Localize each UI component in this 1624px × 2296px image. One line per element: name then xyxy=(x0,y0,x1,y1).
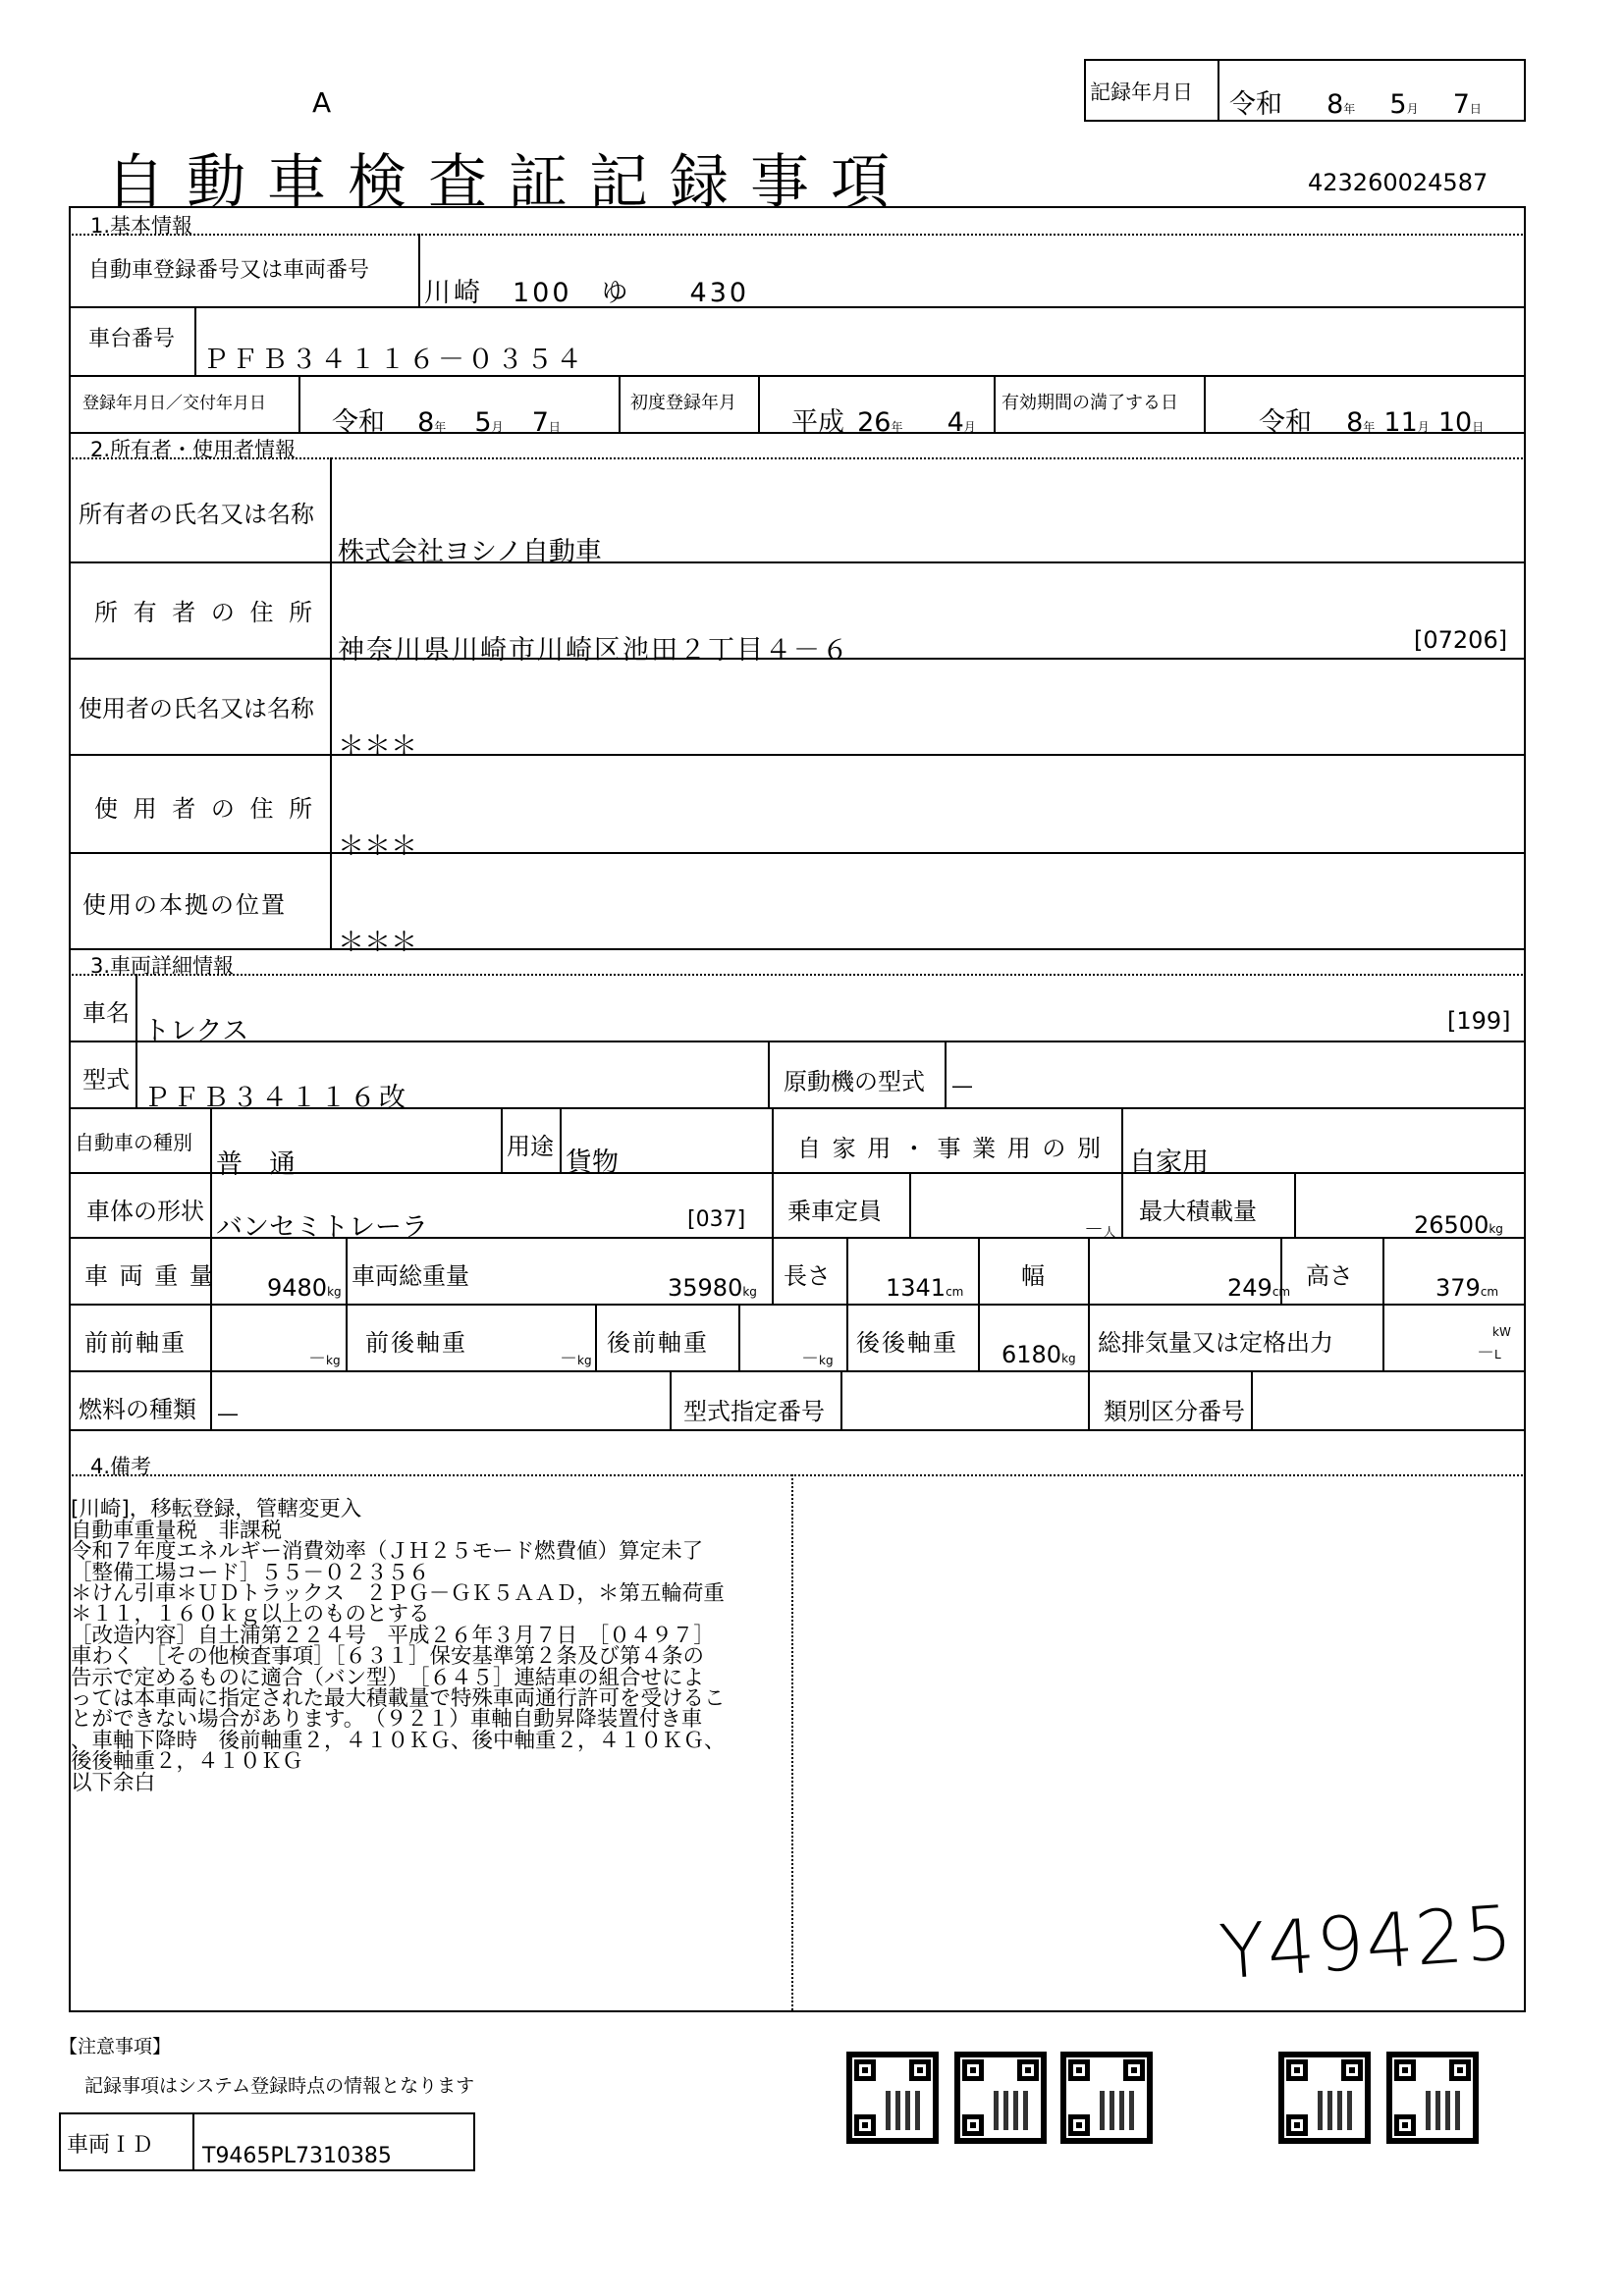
qr-code-4 xyxy=(1278,2052,1371,2144)
reg-date-value: 令和 8年 5月 7日 xyxy=(332,407,561,438)
remarks-line: [川崎]，移転登録，管轄変更入 xyxy=(71,1497,362,1522)
chassis-label: 車台番号 xyxy=(88,327,176,351)
qr-code-5 xyxy=(1386,2052,1479,2144)
owner-address-code: [07206] xyxy=(1414,626,1508,654)
remarks-line: ［整備工場コード］５５－０２３５６ xyxy=(71,1560,430,1585)
document-number: 423260024587 xyxy=(1308,169,1489,196)
reg-no-label: 自動車登録番号又は車両番号 xyxy=(88,258,370,283)
expiry-value: 令和 8年 11月 10日 xyxy=(1259,407,1485,438)
notes-heading: 【注意事項】 xyxy=(59,2036,172,2057)
private-business-label: 自 家 用 ・ 事 業 用 の 別 xyxy=(797,1135,1104,1162)
chassis-value: ＰＦＢ３４１１６－０３５４ xyxy=(202,345,585,375)
body-shape-label: 車体の形状 xyxy=(86,1198,204,1225)
front-rear-axle-label: 前後軸重 xyxy=(365,1329,467,1357)
length-value: 1341cm xyxy=(886,1274,964,1302)
remarks-line: 自動車重量税 非課税 xyxy=(71,1518,283,1543)
length-label: 長さ xyxy=(784,1262,831,1290)
gross-weight-label: 車両総重量 xyxy=(352,1262,469,1290)
owner-address-label: 所 有 者 の 住 所 xyxy=(94,599,317,626)
notes-text: 記録事項はシステム登録時点の情報となります xyxy=(84,2075,475,2097)
user-name-label: 使用者の氏名又は名称 xyxy=(79,695,314,722)
remarks-line: とができない場合があります。 （９２１）車軸自動昇降装置付き車 xyxy=(71,1707,703,1733)
reg-date-label: 登録年月日／交付年月日 xyxy=(82,394,266,413)
height-label: 高さ xyxy=(1306,1262,1353,1290)
record-date-value: 令和 8年 5月 7日 xyxy=(1229,89,1482,120)
front-front-axle-label: 前前軸重 xyxy=(84,1329,187,1357)
vehicle-id-label: 車両ＩＤ xyxy=(67,2133,154,2158)
base-location-value: ＊＊＊ xyxy=(338,928,417,958)
gross-weight-value: 35980kg xyxy=(668,1274,757,1302)
remarks-line: 告示で定めるものに適合（バン型） ［６４５］連結車の組合せによ xyxy=(71,1665,705,1690)
qr-code-3 xyxy=(1060,2052,1153,2144)
remarks-line: ＊けん引車＊ＵＤトラックス ２ＰＧ－ＧＫ５ＡＡＤ，＊第五輪荷重 xyxy=(71,1581,725,1607)
reg-no-value: 川崎 100 ゆ 430 xyxy=(424,278,750,308)
record-date-label: 記録年月日 xyxy=(1090,80,1193,104)
height-value: 379cm xyxy=(1435,1274,1499,1302)
section1-heading: 1.基本情報 xyxy=(90,214,193,238)
max-load-value: 26500kg xyxy=(1414,1211,1503,1239)
vehicle-weight-label: 車 両 重 量 xyxy=(84,1262,215,1290)
remarks-line: 、車軸下降時 後前軸重２，４１０ＫＧ、後中軸重２，４１０ＫＧ、 xyxy=(71,1728,726,1753)
section2-heading: 2.所有者・使用者情報 xyxy=(90,438,297,461)
capacity-value: －人 xyxy=(1084,1217,1116,1241)
remarks-text xyxy=(71,1478,797,1815)
remarks-line: ＊１１，１６０ｋｇ以上のものとする xyxy=(71,1602,430,1628)
displacement-label: 総排気量又は定格出力 xyxy=(1098,1329,1333,1357)
base-location-label: 使用の本拠の位置 xyxy=(82,891,287,919)
car-name-label: 車名 xyxy=(82,999,130,1027)
max-load-label: 最大積載量 xyxy=(1139,1198,1257,1225)
body-shape-value: バンセミトレーラ xyxy=(216,1212,428,1243)
qr-code-2 xyxy=(954,2052,1047,2144)
car-name-code: [199] xyxy=(1447,1007,1511,1035)
model-value: ＰＦＢ３４１１６改 xyxy=(143,1083,408,1113)
remarks-line: っては本車両に指定された最大積載量で特殊車両通行許可を受けるこ xyxy=(71,1686,726,1712)
model-label: 型式 xyxy=(82,1066,130,1094)
category-number-label: 類別区分番号 xyxy=(1104,1398,1245,1425)
qr-code-1 xyxy=(846,2052,939,2144)
vehicle-id-value: T9465PL7310385 xyxy=(202,2144,392,2168)
expiry-label: 有効期間の満了する日 xyxy=(1001,393,1178,413)
body-shape-code: [037] xyxy=(687,1207,746,1232)
remarks-line: 令和７年度エネルギー消費効率（ＪＨ２５モード燃費値）算定未了 xyxy=(71,1539,704,1565)
user-address-value: ＊＊＊ xyxy=(338,831,417,862)
user-address-label: 使 用 者 の 住 所 xyxy=(94,795,317,823)
rear-rear-axle-value: 6180kg xyxy=(1001,1341,1076,1368)
type-designation-label: 型式指定番号 xyxy=(683,1398,825,1425)
use-label: 用途 xyxy=(507,1133,554,1160)
car-name-value: トレクス xyxy=(143,1016,249,1046)
owner-address-value: 神奈川県川崎市川崎区池田２丁目４－６ xyxy=(338,635,850,666)
displacement-value: kW －L xyxy=(1477,1325,1511,1363)
remarks-line: 以下余白 xyxy=(71,1770,156,1795)
remarks-line: 車わく ［その他検査事項］［６３１］保安基準第２条及び第４条の xyxy=(71,1644,705,1670)
page-title: 自動車検査証記録事項 xyxy=(106,148,911,217)
capacity-label: 乗車定員 xyxy=(787,1198,882,1225)
rear-front-axle-label: 後前軸重 xyxy=(607,1329,709,1357)
owner-name-label: 所有者の氏名又は名称 xyxy=(79,501,314,528)
section3-heading: 3.車両詳細情報 xyxy=(90,954,235,978)
fuel-label: 燃料の種類 xyxy=(79,1396,196,1423)
rear-front-axle-value: －kg xyxy=(801,1349,834,1369)
use-value: 貨物 xyxy=(566,1148,619,1178)
vehicle-type-label: 自動車の種別 xyxy=(75,1131,192,1154)
user-name-value: ＊＊＊ xyxy=(338,731,417,762)
fuel-value: ― xyxy=(218,1402,238,1425)
width-label: 幅 xyxy=(1021,1262,1045,1290)
vehicle-weight-value: 9480kg xyxy=(267,1274,342,1302)
first-reg-label: 初度登録年月 xyxy=(630,393,736,413)
width-value: 249cm xyxy=(1227,1274,1291,1302)
remarks-line: ［改造内容］自土浦第２２４号 平成２６年３月７日 ［０４９７］ xyxy=(71,1623,715,1648)
section4-heading: 4.備考 xyxy=(90,1455,152,1478)
engine-model-label: 原動機の型式 xyxy=(784,1068,925,1095)
front-rear-axle-value: －kg xyxy=(560,1349,592,1369)
front-front-axle-value: －kg xyxy=(308,1349,341,1369)
owner-name-value: 株式会社ヨシノ自動車 xyxy=(338,537,602,567)
handwritten-number: Y49425 xyxy=(1217,1888,1517,1997)
private-business-value: 自家用 xyxy=(1129,1148,1209,1178)
first-reg-value: 平成 26年 4月 xyxy=(791,407,976,438)
engine-model-value: ― xyxy=(952,1074,972,1097)
page-mark: A xyxy=(312,86,332,119)
vehicle-type-value: 普 通 xyxy=(216,1149,296,1180)
rear-rear-axle-label: 後後軸重 xyxy=(856,1329,958,1357)
remarks-line: 後後軸重２，４１０ＫＧ xyxy=(71,1749,303,1775)
